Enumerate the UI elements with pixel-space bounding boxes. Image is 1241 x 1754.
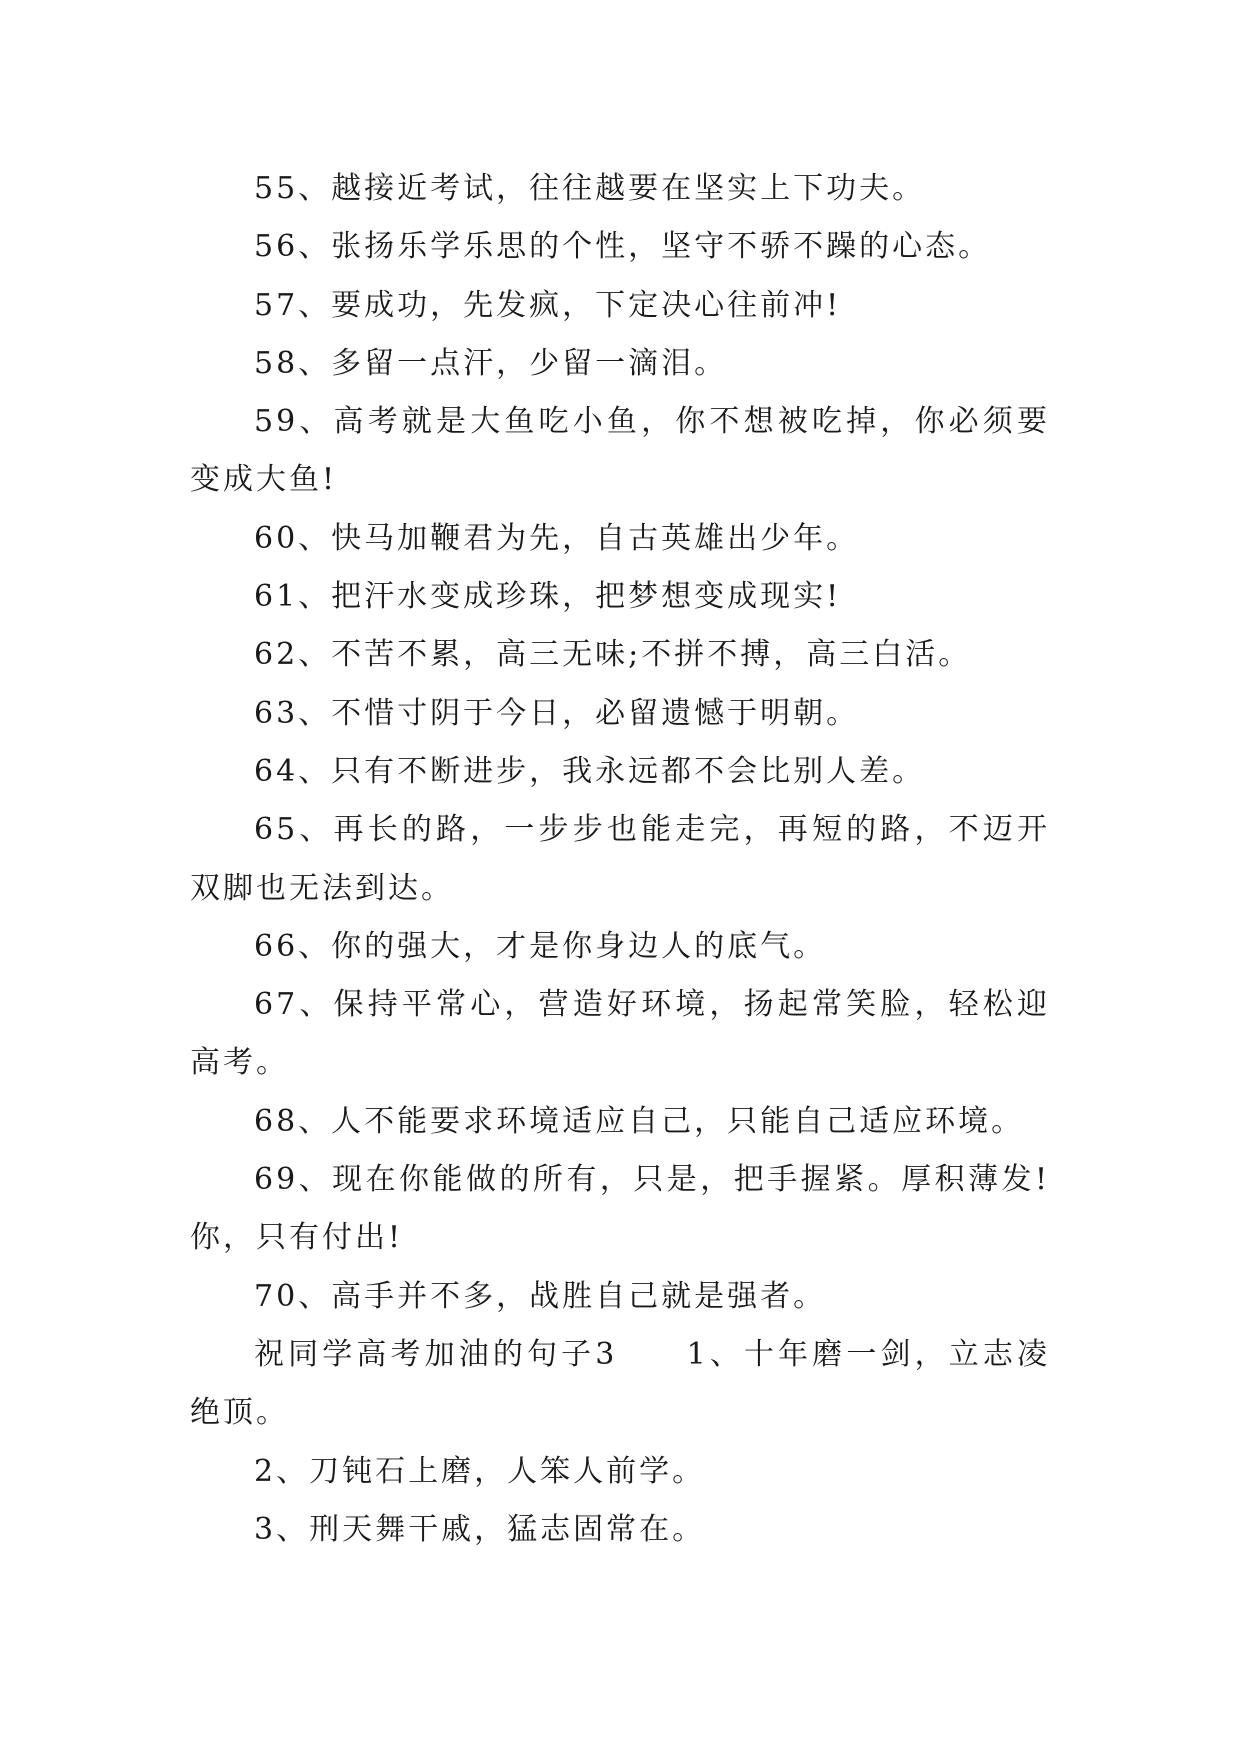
paragraph-59: 59、高考就是大鱼吃小鱼，你不想被吃掉，你必须要变成大鱼! xyxy=(190,404,1050,498)
paragraph-60: 60、快马加鞭君为先，自古英雄出少年。 xyxy=(254,520,860,556)
section-3-paragraph-1: 祝同学高考加油的句子3 1、十年磨一剑，立志凌绝顶。 xyxy=(190,1336,1050,1431)
document-body xyxy=(190,160,1050,1559)
section-3-paragraph-3: 3、刑天舞干戚，猛志固常在。 xyxy=(254,1511,706,1547)
paragraph-62: 62、不苦不累，高三无味;不拼不搏，高三白活。 xyxy=(254,637,972,673)
paragraph-65: 65、再长的路，一步步也能走完，再短的路，不迈开双脚也无法到达。 xyxy=(190,812,1050,906)
paragraph-66: 66、你的强大，才是你身边人的底气。 xyxy=(254,928,827,964)
paragraph-64: 64、只有不断进步，我永远都不会比别人差。 xyxy=(254,753,926,789)
paragraph-67: 67、保持平常心，营造好环境，扬起常笑脸，轻松迎高考。 xyxy=(190,987,1050,1081)
paragraph-55: 55、越接近考试，往往越要在坚实上下功夫。 xyxy=(254,171,926,206)
paragraph-58: 58、多留一点汗，少留一滴泪。 xyxy=(254,345,728,381)
paragraph-56: 56、张扬乐学乐思的个性，坚守不骄不躁的心态。 xyxy=(254,229,992,265)
paragraph-57: 57、要成功，先发疯，下定决心往前冲! xyxy=(254,287,842,323)
paragraph-63: 63、不惜寸阴于今日，必留遗憾于明朝。 xyxy=(254,695,860,731)
paragraph-69: 69、现在你能做的所有，只是，把手握紧。厚积薄发!你，只有付出! xyxy=(190,1162,1050,1256)
paragraph-70: 70、高手并不多，战胜自己就是强者。 xyxy=(254,1278,827,1314)
paragraph-61: 61、把汗水变成珍珠，把梦想变成现实! xyxy=(254,579,842,615)
section-3-paragraph-2: 2、刀钝石上磨，人笨人前学。 xyxy=(254,1453,706,1489)
paragraph-68: 68、人不能要求环境适应自己，只能自己适应环境。 xyxy=(254,1103,1025,1139)
